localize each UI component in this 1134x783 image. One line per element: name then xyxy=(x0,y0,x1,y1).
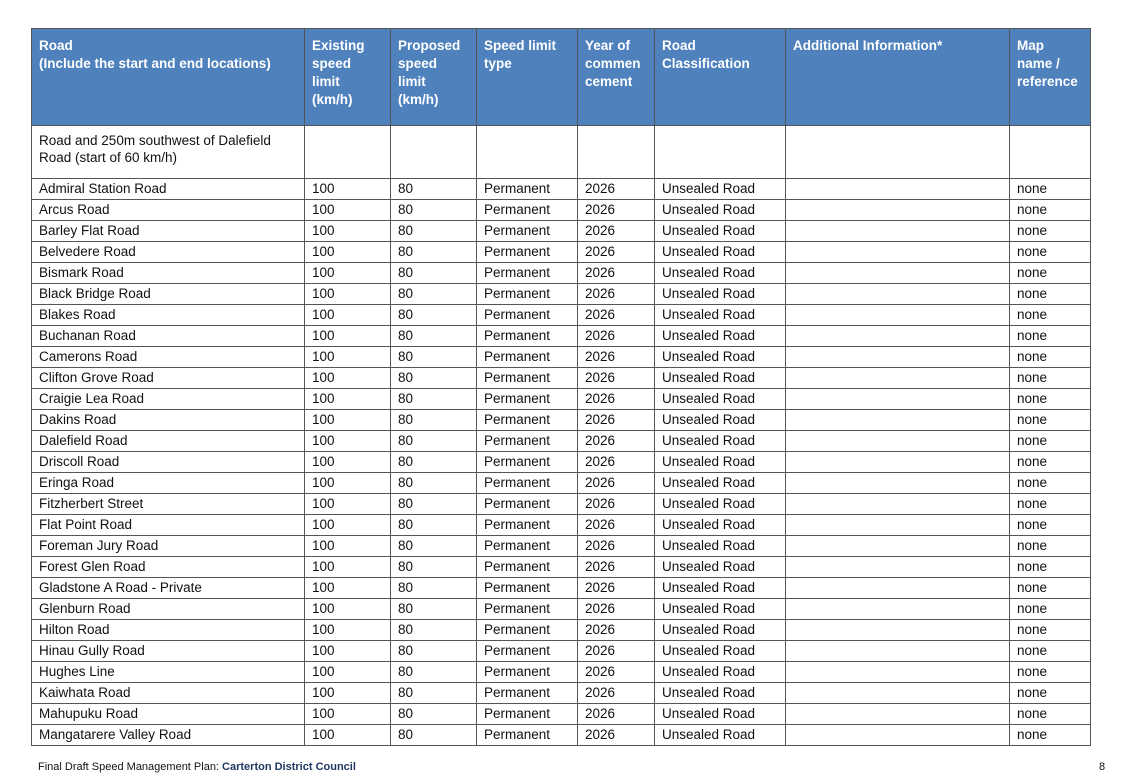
cell-year-of-commencement: 2026 xyxy=(578,242,655,263)
cell-road-classification: Unsealed Road xyxy=(655,389,786,410)
table-row xyxy=(32,242,1091,263)
column-header-map-reference xyxy=(1010,29,1091,126)
cell-existing-speed: 100 xyxy=(305,326,391,347)
cell-year-of-commencement: 2026 xyxy=(578,725,655,746)
cell-road-classification: Unsealed Road xyxy=(655,578,786,599)
cell-additional-information xyxy=(786,641,1010,662)
cell-year-of-commencement: 2026 xyxy=(578,368,655,389)
table-row xyxy=(32,389,1091,410)
column-header-year-of-commencement xyxy=(578,29,655,126)
cell-road: Gladstone A Road - Private xyxy=(32,578,305,599)
cell-proposed-speed: 80 xyxy=(391,347,477,368)
cell-speed-limit-type: Permanent xyxy=(477,284,578,305)
cell-proposed-speed: 80 xyxy=(391,452,477,473)
cell-proposed-speed: 80 xyxy=(391,389,477,410)
cell-road: Hinau Gully Road xyxy=(32,641,305,662)
cell-existing-speed: 100 xyxy=(305,242,391,263)
column-header-line: Road xyxy=(662,38,696,53)
cell-existing-speed: 100 xyxy=(305,305,391,326)
cell-map-reference: none xyxy=(1010,494,1091,515)
cell-road-classification: Unsealed Road xyxy=(655,326,786,347)
table-row xyxy=(32,662,1091,683)
cell-map-reference: none xyxy=(1010,452,1091,473)
cell-additional-information xyxy=(786,431,1010,452)
table-row xyxy=(32,725,1091,746)
cell-existing-speed: 100 xyxy=(305,221,391,242)
cell-existing-speed: 100 xyxy=(305,389,391,410)
table-row xyxy=(32,620,1091,641)
empty-cell xyxy=(655,126,786,179)
cell-existing-speed: 100 xyxy=(305,284,391,305)
page-number: 8 xyxy=(1099,761,1106,773)
cell-year-of-commencement: 2026 xyxy=(578,662,655,683)
column-header-line: limit xyxy=(398,74,426,89)
cell-additional-information xyxy=(786,683,1010,704)
cell-proposed-speed: 80 xyxy=(391,620,477,641)
cell-existing-speed: 100 xyxy=(305,620,391,641)
cell-road: Belvedere Road xyxy=(32,242,305,263)
cell-additional-information xyxy=(786,284,1010,305)
cell-additional-information xyxy=(786,515,1010,536)
cell-speed-limit-type: Permanent xyxy=(477,536,578,557)
table-row xyxy=(32,494,1091,515)
column-header-line: speed xyxy=(312,56,352,71)
cell-speed-limit-type: Permanent xyxy=(477,620,578,641)
table-row xyxy=(32,683,1091,704)
cell-map-reference: none xyxy=(1010,200,1091,221)
cell-road-classification: Unsealed Road xyxy=(655,494,786,515)
cell-additional-information xyxy=(786,221,1010,242)
cell-speed-limit-type: Permanent xyxy=(477,263,578,284)
cell-speed-limit-type: Permanent xyxy=(477,347,578,368)
cell-additional-information xyxy=(786,410,1010,431)
cell-year-of-commencement: 2026 xyxy=(578,347,655,368)
cell-road: Admiral Station Road xyxy=(32,179,305,200)
cell-proposed-speed: 80 xyxy=(391,200,477,221)
column-header-existing-speed xyxy=(305,29,391,126)
cell-existing-speed: 100 xyxy=(305,641,391,662)
speed-limit-table xyxy=(31,28,1091,746)
cell-proposed-speed: 80 xyxy=(391,242,477,263)
cell-speed-limit-type: Permanent xyxy=(477,683,578,704)
cell-additional-information xyxy=(786,704,1010,725)
cell-road-classification: Unsealed Road xyxy=(655,410,786,431)
cell-additional-information xyxy=(786,452,1010,473)
cell-map-reference: none xyxy=(1010,683,1091,704)
cell-speed-limit-type: Permanent xyxy=(477,578,578,599)
cell-road: Foreman Jury Road xyxy=(32,536,305,557)
cell-road-classification: Unsealed Road xyxy=(655,641,786,662)
cell-road: Glenburn Road xyxy=(32,599,305,620)
cell-road: Camerons Road xyxy=(32,347,305,368)
column-header-line: type xyxy=(484,56,512,71)
cell-additional-information xyxy=(786,662,1010,683)
cell-speed-limit-type: Permanent xyxy=(477,179,578,200)
empty-cell xyxy=(305,126,391,179)
column-header-line: Additional Information* xyxy=(793,38,943,53)
cell-additional-information xyxy=(786,368,1010,389)
cell-existing-speed: 100 xyxy=(305,410,391,431)
cell-proposed-speed: 80 xyxy=(391,494,477,515)
cell-road-classification: Unsealed Road xyxy=(655,473,786,494)
cell-additional-information xyxy=(786,473,1010,494)
column-header-line: (Include the start and end locations) xyxy=(39,56,271,71)
cell-road: Fitzherbert Street xyxy=(32,494,305,515)
cell-map-reference: none xyxy=(1010,704,1091,725)
cell-map-reference: none xyxy=(1010,263,1091,284)
cell-road: Buchanan Road xyxy=(32,326,305,347)
cell-year-of-commencement: 2026 xyxy=(578,179,655,200)
cell-road-classification: Unsealed Road xyxy=(655,536,786,557)
cell-existing-speed: 100 xyxy=(305,431,391,452)
cell-map-reference: none xyxy=(1010,536,1091,557)
cell-speed-limit-type: Permanent xyxy=(477,431,578,452)
cell-road-classification: Unsealed Road xyxy=(655,347,786,368)
cell-additional-information xyxy=(786,389,1010,410)
cell-additional-information xyxy=(786,305,1010,326)
cell-additional-information xyxy=(786,263,1010,284)
cell-map-reference: none xyxy=(1010,578,1091,599)
cell-road: Driscoll Road xyxy=(32,452,305,473)
cell-road-classification: Unsealed Road xyxy=(655,242,786,263)
footer-org-name: Carterton District Council xyxy=(222,761,356,773)
cell-road: Kaiwhata Road xyxy=(32,683,305,704)
cell-existing-speed: 100 xyxy=(305,368,391,389)
column-header-line: Road xyxy=(39,38,73,53)
cell-existing-speed: 100 xyxy=(305,557,391,578)
cell-map-reference: none xyxy=(1010,641,1091,662)
cell-road: Black Bridge Road xyxy=(32,284,305,305)
cell-speed-limit-type: Permanent xyxy=(477,389,578,410)
cell-proposed-speed: 80 xyxy=(391,263,477,284)
cell-road-classification: Unsealed Road xyxy=(655,557,786,578)
cell-proposed-speed: 80 xyxy=(391,473,477,494)
cell-map-reference: none xyxy=(1010,515,1091,536)
column-header-line: Proposed xyxy=(398,38,461,53)
cell-speed-limit-type: Permanent xyxy=(477,326,578,347)
table-row xyxy=(32,221,1091,242)
cell-additional-information xyxy=(786,494,1010,515)
table-row xyxy=(32,557,1091,578)
cell-proposed-speed: 80 xyxy=(391,557,477,578)
column-header-line: reference xyxy=(1017,74,1078,89)
cell-additional-information xyxy=(786,557,1010,578)
table-body xyxy=(32,126,1091,746)
column-header-line: Existing xyxy=(312,38,365,53)
table-row xyxy=(32,431,1091,452)
cell-additional-information xyxy=(786,326,1010,347)
cell-year-of-commencement: 2026 xyxy=(578,494,655,515)
cell-year-of-commencement: 2026 xyxy=(578,557,655,578)
cell-proposed-speed: 80 xyxy=(391,725,477,746)
column-header-line: commen xyxy=(585,56,641,71)
cell-road: Arcus Road xyxy=(32,200,305,221)
column-header-road xyxy=(32,29,305,126)
cell-speed-limit-type: Permanent xyxy=(477,599,578,620)
cell-speed-limit-type: Permanent xyxy=(477,557,578,578)
cell-proposed-speed: 80 xyxy=(391,704,477,725)
empty-cell xyxy=(578,126,655,179)
cell-road-classification: Unsealed Road xyxy=(655,284,786,305)
cell-road: Dalefield Road xyxy=(32,431,305,452)
cell-road: Hughes Line xyxy=(32,662,305,683)
cell-proposed-speed: 80 xyxy=(391,326,477,347)
cell-year-of-commencement: 2026 xyxy=(578,578,655,599)
cell-road-classification: Unsealed Road xyxy=(655,683,786,704)
table-row xyxy=(32,326,1091,347)
table-row xyxy=(32,305,1091,326)
cell-existing-speed: 100 xyxy=(305,662,391,683)
table-row xyxy=(32,704,1091,725)
cell-road-classification: Unsealed Road xyxy=(655,368,786,389)
column-header-line: Year of xyxy=(585,38,631,53)
column-header-proposed-speed xyxy=(391,29,477,126)
cell-speed-limit-type: Permanent xyxy=(477,242,578,263)
group-row-line: Road and 250m southwest of Dalefield xyxy=(39,133,271,148)
cell-year-of-commencement: 2026 xyxy=(578,431,655,452)
cell-road-classification: Unsealed Road xyxy=(655,221,786,242)
cell-additional-information xyxy=(786,725,1010,746)
cell-existing-speed: 100 xyxy=(305,725,391,746)
cell-proposed-speed: 80 xyxy=(391,599,477,620)
cell-year-of-commencement: 2026 xyxy=(578,599,655,620)
cell-map-reference: none xyxy=(1010,557,1091,578)
column-header-line: (km/h) xyxy=(312,92,353,107)
cell-existing-speed: 100 xyxy=(305,515,391,536)
cell-speed-limit-type: Permanent xyxy=(477,662,578,683)
cell-road-classification: Unsealed Road xyxy=(655,704,786,725)
cell-road-classification: Unsealed Road xyxy=(655,515,786,536)
cell-road: Flat Point Road xyxy=(32,515,305,536)
cell-year-of-commencement: 2026 xyxy=(578,326,655,347)
table-row xyxy=(32,200,1091,221)
cell-existing-speed: 100 xyxy=(305,200,391,221)
cell-proposed-speed: 80 xyxy=(391,515,477,536)
column-header-line: Speed limit xyxy=(484,38,557,53)
cell-road: Clifton Grove Road xyxy=(32,368,305,389)
table-row xyxy=(32,641,1091,662)
cell-map-reference: none xyxy=(1010,221,1091,242)
cell-proposed-speed: 80 xyxy=(391,305,477,326)
empty-cell xyxy=(391,126,477,179)
table-row xyxy=(32,536,1091,557)
group-row xyxy=(32,126,1091,179)
cell-proposed-speed: 80 xyxy=(391,662,477,683)
cell-road-classification: Unsealed Road xyxy=(655,599,786,620)
cell-year-of-commencement: 2026 xyxy=(578,410,655,431)
column-header-line: Classification xyxy=(662,56,750,71)
cell-existing-speed: 100 xyxy=(305,536,391,557)
column-header-additional-information xyxy=(786,29,1010,126)
cell-additional-information xyxy=(786,200,1010,221)
cell-existing-speed: 100 xyxy=(305,347,391,368)
cell-year-of-commencement: 2026 xyxy=(578,389,655,410)
cell-road: Hilton Road xyxy=(32,620,305,641)
cell-map-reference: none xyxy=(1010,326,1091,347)
cell-proposed-speed: 80 xyxy=(391,284,477,305)
cell-additional-information xyxy=(786,347,1010,368)
cell-existing-speed: 100 xyxy=(305,263,391,284)
cell-year-of-commencement: 2026 xyxy=(578,641,655,662)
cell-map-reference: none xyxy=(1010,284,1091,305)
cell-existing-speed: 100 xyxy=(305,704,391,725)
cell-map-reference: none xyxy=(1010,620,1091,641)
cell-proposed-speed: 80 xyxy=(391,641,477,662)
cell-road: Bismark Road xyxy=(32,263,305,284)
group-row-road-cell xyxy=(32,126,305,179)
cell-map-reference: none xyxy=(1010,389,1091,410)
cell-proposed-speed: 80 xyxy=(391,431,477,452)
cell-year-of-commencement: 2026 xyxy=(578,284,655,305)
cell-year-of-commencement: 2026 xyxy=(578,536,655,557)
cell-speed-limit-type: Permanent xyxy=(477,410,578,431)
column-header-line: name / xyxy=(1017,56,1060,71)
cell-proposed-speed: 80 xyxy=(391,179,477,200)
cell-year-of-commencement: 2026 xyxy=(578,221,655,242)
cell-existing-speed: 100 xyxy=(305,494,391,515)
cell-road: Blakes Road xyxy=(32,305,305,326)
column-header-line: speed xyxy=(398,56,438,71)
cell-existing-speed: 100 xyxy=(305,683,391,704)
cell-map-reference: none xyxy=(1010,179,1091,200)
cell-existing-speed: 100 xyxy=(305,599,391,620)
cell-map-reference: none xyxy=(1010,410,1091,431)
cell-additional-information xyxy=(786,578,1010,599)
cell-road-classification: Unsealed Road xyxy=(655,452,786,473)
cell-map-reference: none xyxy=(1010,662,1091,683)
cell-speed-limit-type: Permanent xyxy=(477,368,578,389)
cell-road: Forest Glen Road xyxy=(32,557,305,578)
empty-cell xyxy=(1010,126,1091,179)
cell-road-classification: Unsealed Road xyxy=(655,620,786,641)
empty-cell xyxy=(786,126,1010,179)
cell-existing-speed: 100 xyxy=(305,452,391,473)
column-header-line: Map xyxy=(1017,38,1044,53)
table-header-row xyxy=(32,29,1091,126)
cell-year-of-commencement: 2026 xyxy=(578,263,655,284)
cell-road: Craigie Lea Road xyxy=(32,389,305,410)
cell-speed-limit-type: Permanent xyxy=(477,200,578,221)
footer xyxy=(38,761,356,773)
cell-map-reference: none xyxy=(1010,347,1091,368)
cell-road-classification: Unsealed Road xyxy=(655,725,786,746)
cell-road: Mahupuku Road xyxy=(32,704,305,725)
cell-proposed-speed: 80 xyxy=(391,536,477,557)
cell-road-classification: Unsealed Road xyxy=(655,305,786,326)
cell-road: Eringa Road xyxy=(32,473,305,494)
cell-speed-limit-type: Permanent xyxy=(477,305,578,326)
table-row xyxy=(32,368,1091,389)
cell-road-classification: Unsealed Road xyxy=(655,263,786,284)
cell-speed-limit-type: Permanent xyxy=(477,725,578,746)
cell-additional-information xyxy=(786,242,1010,263)
group-row-line: Road (start of 60 km/h) xyxy=(39,150,178,165)
cell-map-reference: none xyxy=(1010,473,1091,494)
cell-additional-information xyxy=(786,599,1010,620)
cell-road-classification: Unsealed Road xyxy=(655,431,786,452)
cell-proposed-speed: 80 xyxy=(391,410,477,431)
cell-year-of-commencement: 2026 xyxy=(578,473,655,494)
cell-map-reference: none xyxy=(1010,242,1091,263)
cell-map-reference: none xyxy=(1010,725,1091,746)
table-row xyxy=(32,452,1091,473)
cell-road-classification: Unsealed Road xyxy=(655,200,786,221)
cell-existing-speed: 100 xyxy=(305,179,391,200)
cell-map-reference: none xyxy=(1010,368,1091,389)
column-header-line: limit xyxy=(312,74,340,89)
cell-road: Dakins Road xyxy=(32,410,305,431)
table-row xyxy=(32,263,1091,284)
table-row xyxy=(32,599,1091,620)
cell-speed-limit-type: Permanent xyxy=(477,473,578,494)
table-row xyxy=(32,347,1091,368)
cell-additional-information xyxy=(786,620,1010,641)
cell-year-of-commencement: 2026 xyxy=(578,200,655,221)
column-header-road-classification xyxy=(655,29,786,126)
cell-road-classification: Unsealed Road xyxy=(655,662,786,683)
cell-year-of-commencement: 2026 xyxy=(578,305,655,326)
cell-year-of-commencement: 2026 xyxy=(578,515,655,536)
cell-year-of-commencement: 2026 xyxy=(578,704,655,725)
column-header-line: (km/h) xyxy=(398,92,439,107)
table-row xyxy=(32,473,1091,494)
column-header-speed-limit-type xyxy=(477,29,578,126)
cell-speed-limit-type: Permanent xyxy=(477,641,578,662)
table-row xyxy=(32,578,1091,599)
table-row xyxy=(32,179,1091,200)
cell-existing-speed: 100 xyxy=(305,578,391,599)
cell-proposed-speed: 80 xyxy=(391,221,477,242)
cell-proposed-speed: 80 xyxy=(391,368,477,389)
table-row xyxy=(32,410,1091,431)
cell-proposed-speed: 80 xyxy=(391,578,477,599)
table-row xyxy=(32,515,1091,536)
cell-speed-limit-type: Permanent xyxy=(477,494,578,515)
footer-doc-title: Final Draft Speed Management Plan: xyxy=(38,761,223,773)
column-header-line: cement xyxy=(585,74,633,89)
cell-existing-speed: 100 xyxy=(305,473,391,494)
cell-additional-information xyxy=(786,536,1010,557)
cell-additional-information xyxy=(786,179,1010,200)
cell-year-of-commencement: 2026 xyxy=(578,683,655,704)
table-row xyxy=(32,284,1091,305)
cell-road: Barley Flat Road xyxy=(32,221,305,242)
cell-year-of-commencement: 2026 xyxy=(578,620,655,641)
cell-speed-limit-type: Permanent xyxy=(477,452,578,473)
cell-speed-limit-type: Permanent xyxy=(477,704,578,725)
empty-cell xyxy=(477,126,578,179)
cell-map-reference: none xyxy=(1010,305,1091,326)
cell-map-reference: none xyxy=(1010,599,1091,620)
cell-road: Mangatarere Valley Road xyxy=(32,725,305,746)
cell-road-classification: Unsealed Road xyxy=(655,179,786,200)
cell-map-reference: none xyxy=(1010,431,1091,452)
cell-speed-limit-type: Permanent xyxy=(477,515,578,536)
cell-year-of-commencement: 2026 xyxy=(578,452,655,473)
cell-proposed-speed: 80 xyxy=(391,683,477,704)
cell-speed-limit-type: Permanent xyxy=(477,221,578,242)
